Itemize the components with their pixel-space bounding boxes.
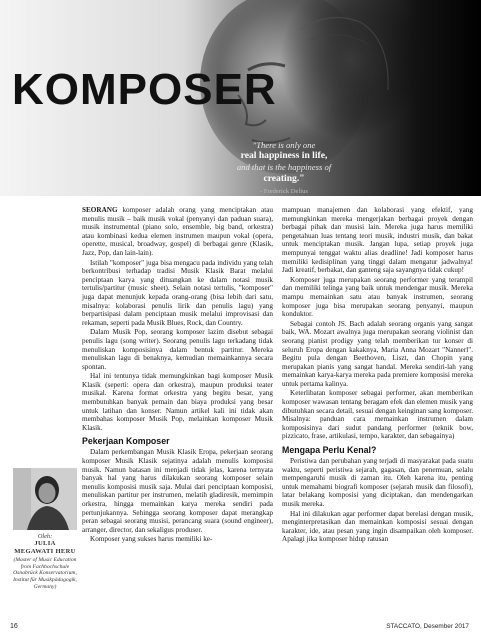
article-column-1	[82, 206, 273, 545]
lead-word: SEORANG	[82, 206, 118, 214]
page-title: KOMPOSER	[12, 65, 277, 114]
quote-line-1: "There is only one	[252, 140, 316, 150]
publication-info: STACCATO, Desember 2017	[386, 623, 469, 630]
paragraph: Dalam Musik Pop, seorang komposer lazim disebut sebagai penulis lagu (song writer). Seorang penulis lagu terkadang tidak menuliskan komposisinya dalam bentuk partitur. Mereka menuliskan lagu di benaknya, kemudian memainkannya secara spontan.	[82, 328, 273, 371]
author-box	[12, 468, 78, 590]
paragraph: mampuan manajemen dan kolaborasi yang efektif, yang memungkinkan mereka mengerjakan berbagai proyek dengan berbagai pihak dan musisi lain. Mereka juga harus memiliki pengetahuan luas tentang teori musik, industri musik, dan bakat untuk menciptakan musik. Jangan lupa, setiap proyek juga mempunyai tenggat waktu alias deadline! Jadi komposer harus memiliki kedisiplinan yang tinggi dalam mengatur jadwalnya! Jadi kreatif, berbakat, dan ganteng saja sayangnya tidak cukup!	[282, 206, 473, 275]
quote-block	[218, 140, 350, 196]
author-bio: (Master of Music Education from Fachhochschule Osnabrück Konservatorium, Institut für Musikpädagogik, Germany)	[13, 557, 77, 590]
paragraph: Istilah "komposer" juga bisa mengacu pada individu yang telah berkontribusi terhadap tradisi Musik Klasik Barat melalui penciptaan karya yang dituangkan ke dalam notasi musik tertulis/partitur (music sheet). Selain notasi tertulis, "komposer" juga dapat menunjuk kepada orang-orang (bisa lebih dari satu, misalnya: kolaborasi penulis lirik dan penulis lagu) yang berpartisipasi dalam penciptaan musik melalui improvisasi dan rekaman, seperti pada Musik Blues, Rock, dan Country.	[82, 258, 273, 327]
paragraph: Hal ini tentunya tidak memungkinkan bagi komposer Musik Klasik (seperti: opera dan orkestra), maupun produksi teater musikal. Karena format orkestra yang begitu besar, yang membutuhkan banyak pemain dan biaya produksi yang besar untuk latihan dan konser. Namun artikel kali ini tidak akan membahas komposer Musik Pop, melainkan komposer Musik Klasik.	[82, 372, 273, 432]
author-label: Oleh:	[37, 533, 53, 540]
paragraph: Peristiwa dan perubahan yang terjadi di masyarakat pada suatu waktu, seperti peristiwa sejarah, gagasan, dan penemuan, selalu mempengaruhi musik di zaman itu. Oleh karena itu, penting untuk memahami biografi komposer (sejarah musik dan filosofi), latar belakang komposisi yang diciptakan, dan mendengarkan musik mereka.	[282, 457, 473, 508]
author-name-first: JULIA	[34, 540, 56, 547]
paragraph: Komposer yang sukses harus memiliki ke-	[90, 535, 213, 544]
author-portrait-icon	[13, 468, 77, 530]
quote-attribution: - Frederick Delius	[260, 188, 308, 196]
quote-line-3: and that is the happiness of	[236, 162, 332, 173]
paragraph: Sebagai contoh JS. Bach adalah seorang organis yang sangat baik, WA. Mozart awalnya juga merupakan seorang violinist dan seorang pianist prodigy yang telah memberikan tur konser di seluruh Eropa dengan kakaknya, Maria Anna Mozart "Nannerl". Begitu pula dengan Beethoven, Liszt, dan Chopin yang merupakan pianis yang sangat handal. Mereka sendiri-lah yang memainkan karya-karya mereka pada premiere komposisi mereka untuk pertama kalinya.	[282, 319, 473, 388]
section-heading: Mengapa Perlu Kenal?	[282, 445, 377, 456]
paragraph: Hal ini dilakukan agar performer dapat berelasi dengan musik, menginterpretasikan dan memainkan komposisi sesuai dengan karakter, ide, atau pesan yang ingin disampaikan oleh komposer. Apalagi jika komposer hidup ratusan	[282, 509, 473, 544]
paragraph: Komposer juga merupakan seorang performer yang terampil dan memiliki telinga yang baik untuk mendengar musik. Mereka mampu memainkan satu atau banyak instrumen, seorang komposer juga bisa merupakan seorang penyanyi, maupun konduktor.	[282, 275, 473, 319]
section-heading: Pekerjaan Komposer	[82, 436, 170, 447]
paragraph: Dalam perkembangan Musik Klasik Eropa, pekerjaan seorang komposer Musik Klasik sejatinya adalah menulis komposisi musik. Namun batasan ini menjadi tidak jelas, karena ternyata banyak hal yang harus dilakukan seorang komposer selain menulis komposisi musik saja. Mulai dari penciptaan komposisi, menuliskan partitur per instrumen, melatih gladiresik, memimpin orkestra, hingga memainkan karya mereka sendiri pada pertunjukannya. Sehingga seorang komposer dapat merangkap peran sebagai seorang musisi, perancang suara (sound engineer), arranger, director, dan sekaligus produser.	[82, 448, 273, 534]
page-number: 16	[10, 623, 18, 630]
article-column-2	[282, 206, 473, 545]
paragraph: Keterlibatan komposer sebagai performer, akan memberikan komposer wawasan tentang beragam efek dan elemen musik yang dibutuhkan secara detail, sesuai dengan keinginan sang komposer. Misalnya: panduan cara memainkan instrumen dalam komposisinya dari sudut pandang performer (teknik bow, pizzicato, frase, artikulasi, tempo, karakter, dan sebagainya)	[282, 389, 473, 441]
paragraph	[82, 206, 273, 258]
author-name-last: MEGAWATI HERU	[14, 547, 76, 555]
quote-line-2: real happiness in life,	[240, 150, 328, 162]
quote-line-4: creating."	[263, 172, 305, 184]
author-photo	[13, 468, 77, 530]
paragraph-text: komposer adalah orang yang menciptakan atau menulis musik – baik musik vokal (penyanyi dan paduan suara), musik instrumental (piano solo, ensemble, big band, orkestra) atau kombinasi kedua elemen instrumen maupun vokal (opera, operette, musical, broadway, gospel) di berbagai genre (Klasik, Jazz, Pop, dan lain-lain).	[82, 206, 273, 257]
hero-banner	[0, 0, 481, 196]
